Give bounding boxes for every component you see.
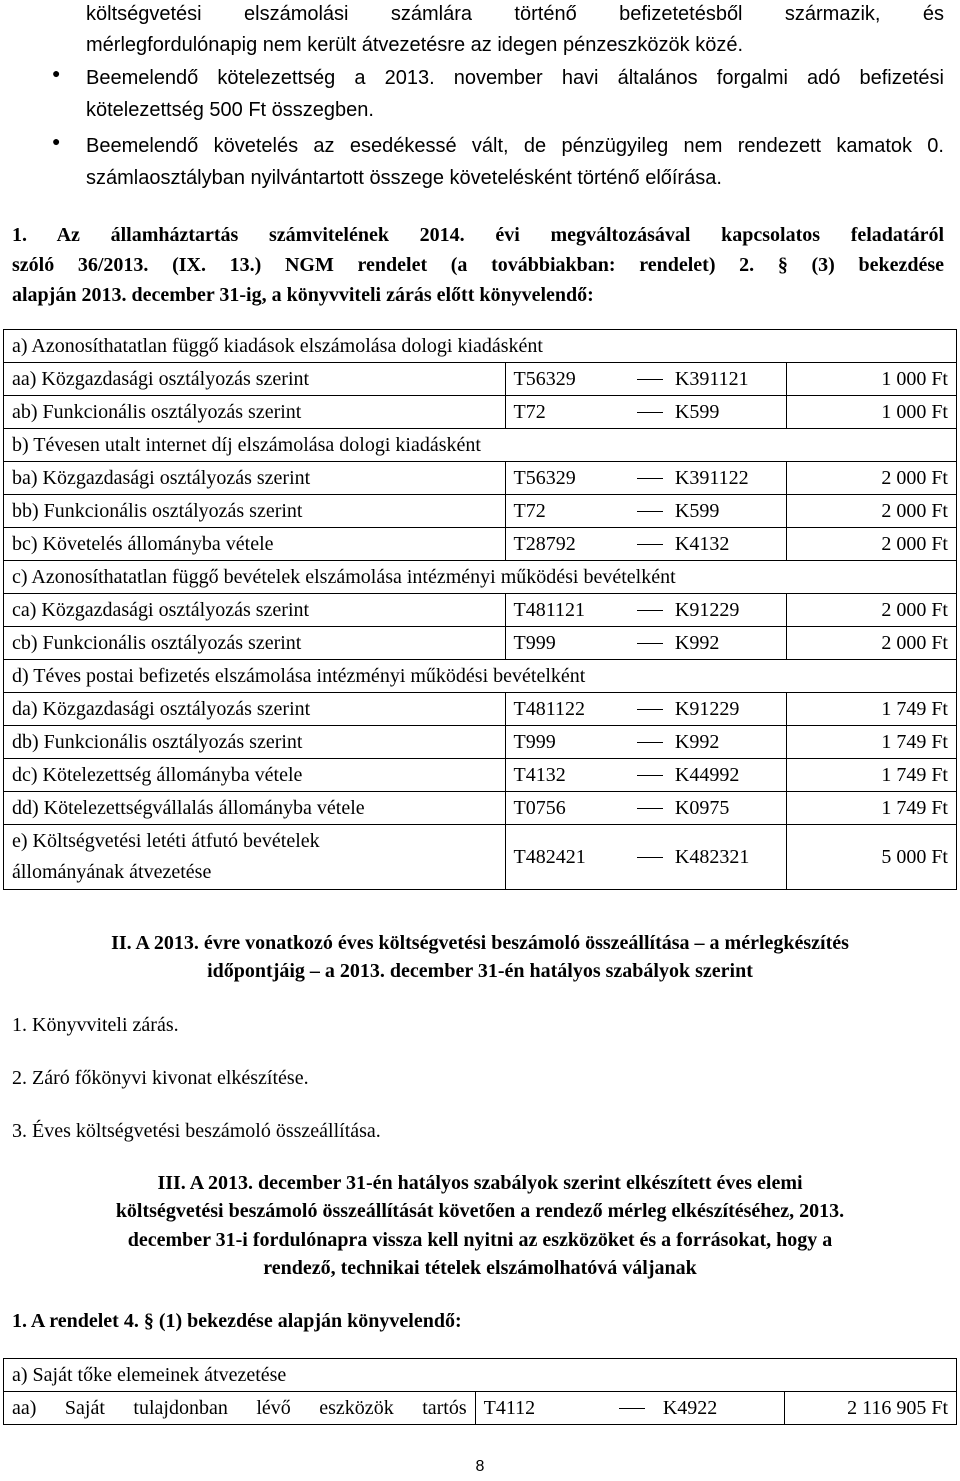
row-label — [4, 825, 506, 890]
page-number: 8 — [475, 1458, 485, 1475]
table-row — [4, 528, 957, 561]
row-debit-account: T0756 — [505, 792, 633, 825]
row-label: dd) Kötelezettségvállalás állományba vétele — [4, 792, 506, 825]
row-amount: 1 749 Ft — [787, 759, 957, 792]
row-amount: 2 000 Ft — [787, 627, 957, 660]
section2-heading-line-1: II. A 2013. évre vonatkozó éves költségvetési beszámoló összeállítása – a mérlegkészítés — [111, 932, 849, 954]
row-credit-account: K992 — [667, 627, 787, 660]
table2-row — [4, 1392, 957, 1425]
row-credit-account: K391122 — [667, 462, 787, 495]
section2-heading-line-2: időpontjáig – a 2013. december 31-én hatályos szabályok szerint — [207, 960, 753, 982]
dash-separator — [633, 363, 667, 396]
section1-heading-line-1: 1. Az államháztartás számvitelének 2014. évi megváltozásával kapcsolatos feladatáról — [12, 224, 944, 246]
dash-separator — [633, 825, 667, 890]
row-label: db) Funkcionális osztályozás szerint — [4, 726, 506, 759]
intro-line-1: költségvetési elszámolási számlára történő befizetetésből származik, és — [86, 3, 944, 25]
table-row — [4, 594, 957, 627]
section2-item-3: 3. Éves költségvetési beszámoló összeállítása. — [12, 1120, 381, 1142]
section1-heading-tail: december 31-ig, a könyvviteli zárás előtt könyvelendő: — [126, 284, 594, 306]
bullet-2-line-2: számlaosztályban nyilvántartott összege követelésként történő előírása. — [86, 167, 722, 189]
row-debit-account: T481121 — [505, 594, 633, 627]
row-label-line-2: állományának átvezetése — [12, 861, 212, 883]
row-debit-account: T28792 — [505, 528, 633, 561]
dash-separator — [633, 396, 667, 429]
row-amount: 1 749 Ft — [787, 726, 957, 759]
row-label: ba) Közgazdasági osztályozás szerint — [4, 462, 506, 495]
row-credit-account: K482321 — [667, 825, 787, 890]
bullet-icon: ● — [52, 135, 61, 150]
table2-row-amount: 2 116 905 Ft — [785, 1392, 957, 1425]
table-group-head — [4, 561, 957, 594]
row-credit-account: K0975 — [667, 792, 787, 825]
row-debit-account: T56329 — [505, 363, 633, 396]
row-amount: 2 000 Ft — [787, 528, 957, 561]
dash-separator — [633, 726, 667, 759]
section2-item-1: 1. Könyvviteli zárás. — [12, 1014, 179, 1036]
section3-heading-line-3: december 31-i fordulónapra vissza kell nyitni az eszközöket és a forrásokat, hogy a — [127, 1229, 833, 1251]
table-row — [4, 363, 957, 396]
row-label: ca) Közgazdasági osztályozás szerint — [4, 594, 506, 627]
row-credit-account: K992 — [667, 726, 787, 759]
row-debit-account: T56329 — [505, 462, 633, 495]
booking-table-1-body — [4, 330, 957, 890]
table-row — [4, 495, 957, 528]
dash-separator — [633, 462, 667, 495]
row-credit-account: K599 — [667, 495, 787, 528]
row-debit-account: T4132 — [505, 759, 633, 792]
table-row — [4, 627, 957, 660]
table2-row-label: aa) Saját tulajdonban lévő eszközök tartós — [4, 1392, 476, 1425]
row-label: cb) Funkcionális osztályozás szerint — [4, 627, 506, 660]
table-row — [4, 396, 957, 429]
booking-table-2 — [3, 1358, 957, 1425]
table-row — [4, 792, 957, 825]
row-debit-account: T481122 — [505, 693, 633, 726]
table2-group-head — [4, 1359, 957, 1392]
bullet-icon: ● — [52, 67, 61, 82]
dash-separator — [633, 594, 667, 627]
intro-line-2: mérlegfordulónapig nem került átvezetésre az idegen pénzeszközök közé. — [86, 34, 744, 56]
table-row — [4, 726, 957, 759]
dash-separator — [633, 759, 667, 792]
table-group-head — [4, 330, 957, 363]
dash-separator — [633, 792, 667, 825]
table-row — [4, 693, 957, 726]
dash-separator — [633, 495, 667, 528]
section3-subheading: 1. A rendelet 4. § (1) bekezdése alapján könyvelendő: — [12, 1310, 462, 1332]
row-amount: 1 000 Ft — [787, 363, 957, 396]
row-amount: 1 749 Ft — [787, 792, 957, 825]
row-credit-account: K391121 — [667, 363, 787, 396]
bullet-1-line-1: Beemelendő kötelezettség a 2013. november havi általános forgalmi adó befizetési — [86, 67, 944, 89]
dash-separator — [633, 693, 667, 726]
table-group-head — [4, 660, 957, 693]
bullet-2-line-1: Beemelendő követelés az esedékessé vált, de pénzügyileg nem rendezett kamatok 0. — [86, 135, 944, 157]
section2-item-2: 2. Záró főkönyvi kivonat elkészítése. — [12, 1067, 309, 1089]
table-row — [4, 825, 957, 890]
section1-heading-bold: alapján 2013. — [12, 284, 127, 306]
row-amount: 5 000 Ft — [787, 825, 957, 890]
row-credit-account: K4132 — [667, 528, 787, 561]
table2-head-cell: a) Saját tőke elemeinek átvezetése — [4, 1359, 957, 1392]
section3-heading-line-2: költségvetési beszámoló összeállítását követően a rendező mérleg elkészítéséhez, 2013. — [115, 1200, 845, 1222]
group-head-cell: d) Téves postai befizetés elszámolása intézményi működési bevételként — [4, 660, 957, 693]
row-amount: 1 749 Ft — [787, 693, 957, 726]
table-group-head — [4, 429, 957, 462]
section3-heading-line-4: rendező, technikai tételek elszámolhatóvá váljanak — [263, 1257, 697, 1279]
row-credit-account: K44992 — [667, 759, 787, 792]
row-debit-account: T482421 — [505, 825, 633, 890]
section1-heading-line-3 — [12, 281, 594, 309]
table-row — [4, 759, 957, 792]
dash-separator — [633, 528, 667, 561]
group-head-cell: b) Tévesen utalt internet díj elszámolása dologi kiadásként — [4, 429, 957, 462]
row-label: bb) Funkcionális osztályozás szerint — [4, 495, 506, 528]
row-label: ab) Funkcionális osztályozás szerint — [4, 396, 506, 429]
row-label-line-1: e) Költségvetési letéti átfutó bevételek — [12, 830, 320, 852]
table2-row-debit: T4112 — [475, 1392, 609, 1425]
group-head-cell: c) Azonosíthatatlan függő bevételek elszámolása intézményi működési bevételként — [4, 561, 957, 594]
row-debit-account: T72 — [505, 396, 633, 429]
dash-separator — [609, 1392, 655, 1425]
row-amount: 2 000 Ft — [787, 594, 957, 627]
row-label: aa) Közgazdasági osztályozás szerint — [4, 363, 506, 396]
booking-table-1 — [3, 329, 957, 890]
row-credit-account: K91229 — [667, 693, 787, 726]
section3-heading-line-1: III. A 2013. december 31-én hatályos szabályok szerint elkészített éves elemi — [157, 1172, 803, 1194]
table-row — [4, 462, 957, 495]
row-credit-account: K91229 — [667, 594, 787, 627]
row-amount: 2 000 Ft — [787, 462, 957, 495]
bullet-1-line-2: kötelezettség 500 Ft összegben. — [86, 99, 374, 121]
row-credit-account: K599 — [667, 396, 787, 429]
row-debit-account: T72 — [505, 495, 633, 528]
row-debit-account: T999 — [505, 627, 633, 660]
dash-separator — [633, 627, 667, 660]
row-label: da) Közgazdasági osztályozás szerint — [4, 693, 506, 726]
row-debit-account: T999 — [505, 726, 633, 759]
section1-heading-line-2: szóló 36/2013. (IX. 13.) NGM rendelet (a továbbiakban: rendelet) 2. § (3) bekezdése — [12, 254, 944, 276]
row-label: dc) Kötelezettség állományba vétele — [4, 759, 506, 792]
row-amount: 1 000 Ft — [787, 396, 957, 429]
table2-row-credit: K4922 — [655, 1392, 785, 1425]
row-amount: 2 000 Ft — [787, 495, 957, 528]
row-label: bc) Követelés állományba vétele — [4, 528, 506, 561]
group-head-cell: a) Azonosíthatatlan függő kiadások elszámolása dologi kiadásként — [4, 330, 957, 363]
